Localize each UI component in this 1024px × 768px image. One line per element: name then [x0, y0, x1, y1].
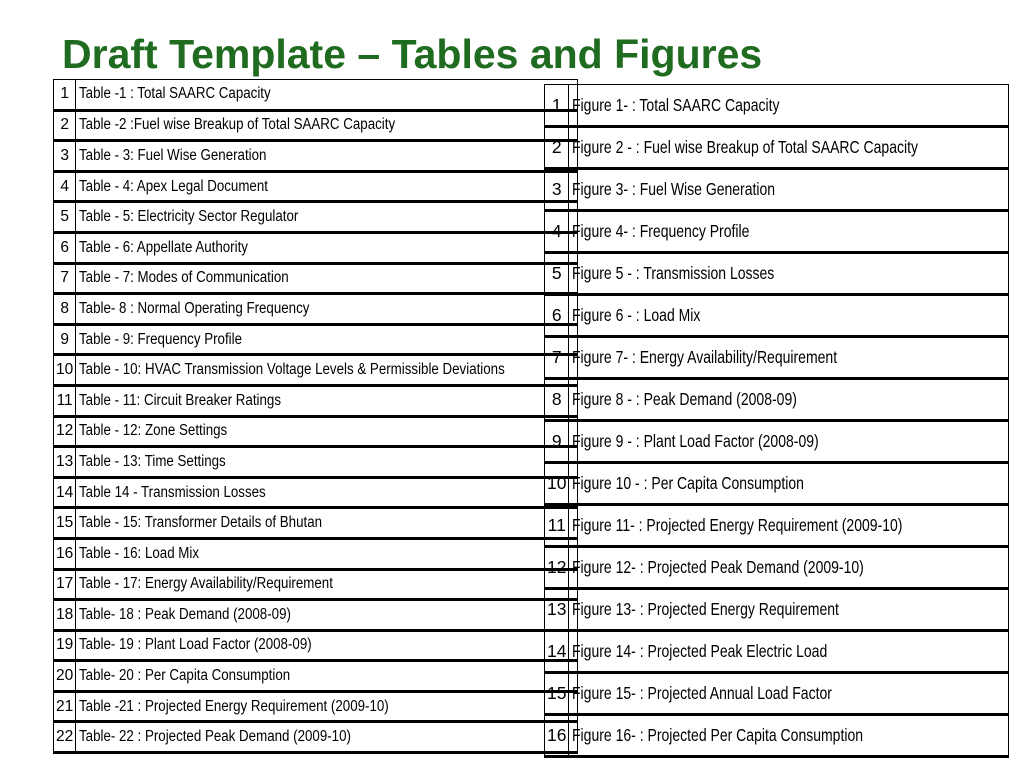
figure-list-row-label: Figure 16- : Projected Per Capita Consumption	[572, 725, 864, 745]
table-list-row-label-cell	[76, 110, 578, 141]
figure-list-row	[545, 295, 1009, 337]
figure-list-row-label: Figure 14- : Projected Peak Electric Load	[572, 641, 828, 661]
table-list-row-label-cell	[76, 80, 578, 111]
table-list-row-label-cell	[76, 263, 578, 294]
table-list-row-label-cell	[76, 202, 578, 233]
figure-list-row-number: 15	[545, 673, 569, 715]
figure-list-row	[545, 505, 1009, 547]
figure-list-row-label: Figure 5 - : Transmission Losses	[572, 263, 775, 283]
table-list-row-label: Table -21 : Projected Energy Requirement (2009-10)	[79, 697, 389, 715]
figure-list-row	[545, 547, 1009, 589]
table-list-row-number: 4	[54, 171, 76, 202]
table-list-row	[54, 324, 578, 355]
table-list-row-label: Table -1 : Total SAARC Capacity	[79, 85, 271, 103]
figure-list-row-number: 10	[545, 463, 569, 505]
table-list-row-label-cell	[76, 538, 578, 569]
figure-list-row-label-cell	[569, 631, 1009, 673]
figure-list-row-label: Figure 9 - : Plant Load Factor (2008-09)	[572, 431, 820, 451]
table-list-row-number: 8	[54, 294, 76, 325]
figure-list-row-label-cell	[569, 253, 1009, 295]
table-list-row	[54, 171, 578, 202]
table-list-row	[54, 110, 578, 141]
page-title: Draft Template – Tables and Figures	[62, 31, 763, 77]
table-list-row-label: Table - 16: Load Mix	[79, 544, 200, 562]
table-list-row-number: 13	[54, 447, 76, 478]
table-list-row-number: 15	[54, 508, 76, 539]
figure-list-row	[545, 85, 1009, 127]
table-list-row-label: Table - 5: Electricity Sector Regulator	[79, 208, 299, 226]
table-list-row-label-cell	[76, 477, 578, 508]
table-list-row	[54, 202, 578, 233]
table-list-row-label: Table - 6: Appellate Authority	[79, 238, 249, 256]
figure-list-row-number: 14	[545, 631, 569, 673]
table-list-row-number: 6	[54, 232, 76, 263]
figure-list-row-number: 1	[545, 85, 569, 127]
figure-list-row-label: Figure 8 - : Peak Demand (2008-09)	[572, 389, 798, 409]
table-list-row-number: 5	[54, 202, 76, 233]
figure-list-row-number: 8	[545, 379, 569, 421]
table-list-row-label-cell	[76, 722, 578, 753]
figure-list-row-label-cell	[569, 379, 1009, 421]
figure-list-row-label: Figure 6 - : Load Mix	[572, 305, 701, 325]
table-list-row-number: 7	[54, 263, 76, 294]
figure-list-row	[545, 631, 1009, 673]
table-list-row-label-cell	[76, 171, 578, 202]
figure-list-row	[545, 463, 1009, 505]
table-list-row	[54, 477, 578, 508]
figure-list-row-label: Figure 12- : Projected Peak Demand (2009-10)	[572, 557, 865, 577]
figure-list-row-label-cell	[569, 85, 1009, 127]
table-list-row	[54, 600, 578, 631]
table-list-row-number: 17	[54, 569, 76, 600]
table-list-row-label: Table - 3: Fuel Wise Generation	[79, 146, 267, 164]
table-list-row-label: Table - 7: Modes of Communication	[79, 269, 289, 287]
figure-list-row-label: Figure 15- : Projected Annual Load Factor	[572, 683, 833, 703]
figure-list-row-number: 6	[545, 295, 569, 337]
table-list-row	[54, 691, 578, 722]
table-list-row-number: 22	[54, 722, 76, 753]
table-list-row-label-cell	[76, 416, 578, 447]
table-list-row	[54, 722, 578, 753]
table-list-row-label: Table - 17: Energy Availability/Requirement	[79, 575, 334, 593]
figure-list-row-label-cell	[569, 211, 1009, 253]
table-list-row-label: Table- 22 : Projected Peak Demand (2009-10)	[79, 728, 352, 746]
table-list-row-label: Table - 4: Apex Legal Document	[79, 177, 269, 195]
table-list-row-label-cell	[76, 355, 578, 386]
figure-list-row	[545, 253, 1009, 295]
figure-list-row-label: Figure 10 - : Per Capita Consumption	[572, 473, 805, 493]
table-list-row-label: Table - 13: Time Settings	[79, 452, 226, 470]
figure-list-row-label-cell	[569, 463, 1009, 505]
table-list-row-label: Table - 15: Transformer Details of Bhutan	[79, 514, 323, 532]
figure-list-row-number: 12	[545, 547, 569, 589]
table-list-row-label: Table -2 :Fuel wise Breakup of Total SAARC Capacity	[79, 116, 396, 134]
figure-list-row-label-cell	[569, 715, 1009, 757]
table-list-row-label-cell	[76, 508, 578, 539]
table-list-row	[54, 80, 578, 111]
table-list-row-number: 21	[54, 691, 76, 722]
figure-list-row-label-cell	[569, 505, 1009, 547]
table-list-row	[54, 447, 578, 478]
figure-list-row-number: 2	[545, 127, 569, 169]
table-list-row-label-cell	[76, 447, 578, 478]
figure-list-row-number: 9	[545, 421, 569, 463]
figure-list-row-label-cell	[569, 547, 1009, 589]
table-list-row-number: 14	[54, 477, 76, 508]
table-list-row-label: Table - 11: Circuit Breaker Ratings	[79, 391, 282, 409]
table-list-row	[54, 232, 578, 263]
table-list-row-number: 19	[54, 630, 76, 661]
figure-list-row-label-cell	[569, 589, 1009, 631]
table-list-row-label-cell	[76, 294, 578, 325]
figure-list-row-number: 16	[545, 715, 569, 757]
figure-list-row-label: Figure 13- : Projected Energy Requirement	[572, 599, 840, 619]
table-list-row-label-cell	[76, 600, 578, 631]
table-list-row-label-cell	[76, 232, 578, 263]
table-list-row-number: 16	[54, 538, 76, 569]
figure-list-row	[545, 673, 1009, 715]
table-list-row-number: 12	[54, 416, 76, 447]
figure-list-row-label-cell	[569, 337, 1009, 379]
table-list-row-label: Table- 20 : Per Capita Consumption	[79, 667, 291, 685]
figure-list-row	[545, 127, 1009, 169]
figure-list-row	[545, 589, 1009, 631]
table-list-row-label: Table - 12: Zone Settings	[79, 422, 228, 440]
table-list-row	[54, 508, 578, 539]
figure-list-row-number: 11	[545, 505, 569, 547]
table-list-row	[54, 355, 578, 386]
table-list-row	[54, 141, 578, 172]
table-list-row-label: Table 14 - Transmission Losses	[79, 483, 266, 501]
figure-list-row-label: Figure 4- : Frequency Profile	[572, 221, 750, 241]
table-list-row-number: 9	[54, 324, 76, 355]
figure-list-row-label-cell	[569, 295, 1009, 337]
figure-list-row	[545, 211, 1009, 253]
table-list-row-label: Table- 19 : Plant Load Factor (2008-09)	[79, 636, 312, 654]
table-list-row-number: 20	[54, 661, 76, 692]
table-list-row-number: 11	[54, 385, 76, 416]
figure-list-row	[545, 169, 1009, 211]
figure-list-row-number: 7	[545, 337, 569, 379]
figure-list-row	[545, 337, 1009, 379]
table-list-row-label-cell	[76, 141, 578, 172]
table-list-row-label-cell	[76, 630, 578, 661]
table-list-row-label: Table - 10: HVAC Transmission Voltage Levels & Permissible Deviations	[79, 361, 506, 379]
figure-list-row-label: Figure 2 - : Fuel wise Breakup of Total SAARC Capacity	[572, 137, 919, 157]
table-list-row-label-cell	[76, 569, 578, 600]
table-list-row	[54, 294, 578, 325]
tables-list	[53, 79, 578, 754]
table-list-row-label-cell	[76, 324, 578, 355]
table-list-row	[54, 630, 578, 661]
table-list-row	[54, 263, 578, 294]
figure-list-row-label-cell	[569, 169, 1009, 211]
figure-list-row-number: 5	[545, 253, 569, 295]
table-list-row-label: Table- 8 : Normal Operating Frequency	[79, 299, 310, 317]
figure-list-row-label: Figure 1- : Total SAARC Capacity	[572, 94, 780, 115]
figure-list-row-label: Figure 7- : Energy Availability/Requirement	[572, 347, 838, 367]
figure-list-row	[545, 715, 1009, 757]
figures-list	[544, 84, 1009, 758]
figure-list-row-label: Figure 3- : Fuel Wise Generation	[572, 179, 776, 199]
table-list-row-label-cell	[76, 385, 578, 416]
figure-list-row-label: Figure 11- : Projected Energy Requirement (2009-10)	[572, 515, 903, 535]
table-list-row-label: Table - 9: Frequency Profile	[79, 330, 243, 348]
table-list-row	[54, 416, 578, 447]
figure-list-row-number: 13	[545, 589, 569, 631]
table-list-row	[54, 661, 578, 692]
figure-list-row-label-cell	[569, 127, 1009, 169]
figure-list-row-label-cell	[569, 421, 1009, 463]
table-list-row-label-cell	[76, 691, 578, 722]
table-list-row	[54, 569, 578, 600]
figure-list-row-label-cell	[569, 673, 1009, 715]
table-list-row	[54, 385, 578, 416]
table-list-row-number: 10	[54, 355, 76, 386]
table-list-row-number: 1	[54, 80, 76, 111]
table-list-row-label: Table- 18 : Peak Demand (2008-09)	[79, 605, 292, 623]
figure-list-row-number: 4	[545, 211, 569, 253]
figure-list-row	[545, 421, 1009, 463]
table-list-row-number: 18	[54, 600, 76, 631]
figure-list-row-number: 3	[545, 169, 569, 211]
table-list-row-label-cell	[76, 661, 578, 692]
table-list-row-number: 3	[54, 141, 76, 172]
table-list-row	[54, 538, 578, 569]
figure-list-row	[545, 379, 1009, 421]
table-list-row-number: 2	[54, 110, 76, 141]
